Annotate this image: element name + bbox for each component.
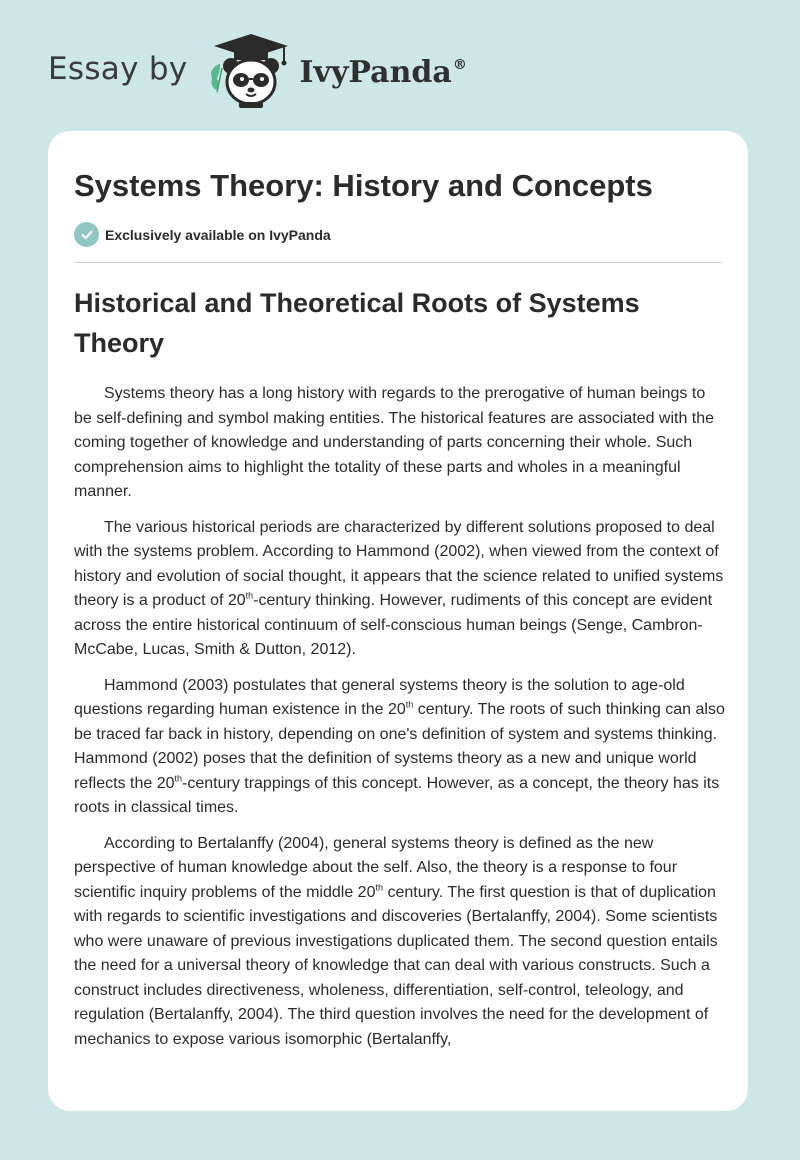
trademark-symbol: ® bbox=[452, 56, 467, 73]
site-header bbox=[48, 30, 467, 110]
paragraph-text: -century thinking. However, rudiments of this concept are evident across the entire historical continuum of self-conscious human beings (Senge, Cambron-McCabe, Lucas, Smith & Dutton, 2012). bbox=[74, 592, 713, 658]
paragraph-text: -century trappings of this concept. However, as a concept, the theory has its roots in classical times. bbox=[74, 774, 720, 816]
body-paragraph bbox=[74, 674, 726, 821]
check-circle-icon bbox=[74, 222, 99, 247]
exclusive-badge bbox=[74, 222, 331, 247]
ordinal-superscript: th bbox=[375, 882, 383, 893]
ordinal-superscript: th bbox=[174, 773, 183, 784]
body-paragraph bbox=[74, 832, 726, 1053]
paragraph-text: The various historical periods are characterized by different solutions proposed to deal with the systems problem. According to Hammond (2002), when viewed from the context of history and evolution of social thought, it appears that the science related to unified systems theory is a product of 20 bbox=[74, 518, 724, 609]
paragraph-text: century. The roots of such thinking can also be traced far back in history, depending on one's definition of system and systems thinking. Hammond (2002) poses that the definition of systems theory as a new and unique world reflects the 20 bbox=[74, 701, 725, 792]
brand-name[interactable]: IvyPanda® bbox=[299, 54, 467, 90]
paragraph-text: Systems theory has a long history with regards to the prerogative of human beings to be self-defining and symbol making entities. The historical features are associated with the coming together of knowledge and understanding of parts concerning their whole. Such comprehension aims to highlight the totality of these parts and wholes in a meaningful manner. bbox=[74, 385, 715, 500]
ordinal-superscript: th bbox=[405, 699, 414, 710]
paragraph-text: Hammond (2003) postulates that general systems theory is the solution to age-old questions regarding human existence in the 20 bbox=[74, 676, 685, 718]
divider bbox=[74, 262, 722, 263]
panda-logo-icon[interactable] bbox=[206, 30, 296, 110]
essay-by-label: Essay by bbox=[48, 51, 188, 87]
body-paragraph bbox=[74, 382, 726, 505]
exclusive-badge-text: Exclusively available on IvyPanda bbox=[105, 226, 331, 243]
paragraph-text: According to Bertalanffy (2004), general systems theory is defined as the new perspective of human knowledge about the self. Also, the theory is a response to four scientific inquiry problems of the middle 20 bbox=[74, 834, 678, 901]
paragraph-text: century. The first question is that of duplication with regards to scientific investigations and discoveries (Bertalanffy, 2004). Some scientists who were unaware of previous investigations duplicated them. The second question entails the need for a universal theory of knowledge that can deal with various constructs. Such a construct includes directiveness, wholeness, differentiation, self-control, teleology, and regulation (Bertalanffy, 2004). The third question involves the need for the development of mechanics to expose various isomorphic (Bertalanffy, bbox=[74, 883, 718, 1048]
article-body bbox=[74, 382, 726, 1063]
article-card bbox=[48, 131, 748, 1111]
ordinal-superscript: th bbox=[245, 590, 254, 601]
page-title: Systems Theory: History and Concepts bbox=[74, 168, 653, 203]
body-paragraph bbox=[74, 516, 726, 663]
section-heading: Historical and Theoretical Roots of Systems Theory bbox=[74, 288, 640, 358]
